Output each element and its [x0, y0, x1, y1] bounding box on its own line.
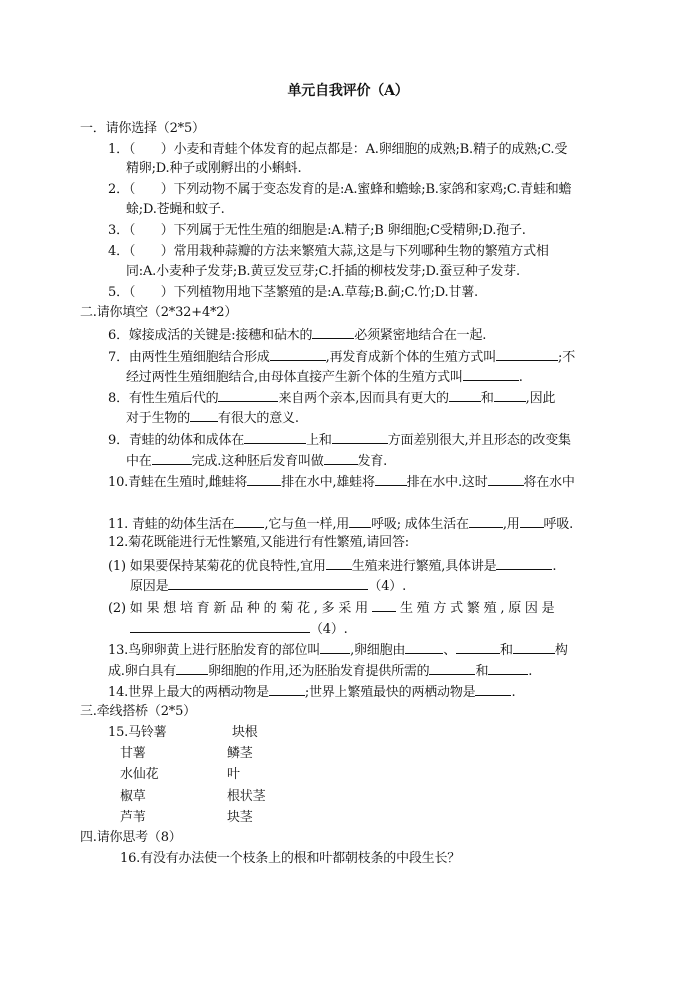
question-13-cont: 成.卵白具有 卵细胞的作用,还为胚胎发育提供所需的 和 . [108, 664, 533, 679]
question-10: 10.青蛙在生殖时,雌蛙将 排在水中,雄蛙将 排在水中.这时 将在水中 [108, 475, 575, 490]
question-5: 5．（ ）下列植物用地下茎繁殖的是:A.草莓;B.蓟;C.竹;D.甘薯. [108, 285, 478, 300]
question-13: 13.鸟卵卵黄上进行胚胎发育的部位叫 ,卵细胞由 、 和 构 [108, 643, 568, 658]
match-left-item[interactable]: 15.马铃薯 [108, 725, 167, 740]
answer-blank[interactable] [496, 557, 552, 570]
match-left-item[interactable]: 芦苇 [120, 810, 146, 825]
match-left-item[interactable]: 水仙花 [120, 767, 159, 782]
answer-blank[interactable] [520, 515, 544, 528]
answer-blank[interactable] [475, 683, 511, 696]
answer-blank[interactable] [320, 641, 350, 654]
answer-blank[interactable] [375, 473, 407, 486]
answer-blank[interactable] [168, 577, 368, 590]
answer-blank[interactable] [234, 515, 264, 528]
answer-blank[interactable] [269, 683, 305, 696]
page-title: 单元自我评价（A） [287, 83, 409, 99]
question-3: 3．（ ）下列属于无性生殖的细胞是:A.精子;B 卵细胞;C受精卵;D.孢子. [108, 223, 526, 238]
match-right-item[interactable]: 块根 [232, 725, 258, 740]
question-7: 7．由两性生殖细胞结合形成 ,再发育成新个体的生殖方式叫 ;不 [108, 350, 575, 365]
section-3-header: 三.牵线搭桥（2*5） [80, 704, 196, 719]
answer-blank[interactable] [488, 473, 524, 486]
answer-blank[interactable] [429, 662, 475, 675]
match-right-item[interactable]: 叶 [227, 767, 240, 782]
question-12: 12.菊花既能进行无性繁殖,又能进行有性繁殖,请回答: [108, 535, 409, 550]
question-8: 8．有性生殖后代的 来自两个亲本,因而具有更大的 和 ,因此 [108, 391, 556, 406]
answer-blank[interactable] [469, 515, 503, 528]
question-1: 1．（ ）小麦和青蛙个体发育的起点都是：A.卵细胞的成熟;B.精子的成熟;C.受 [108, 142, 568, 157]
question-12-part-2: (2) 如 果 想 培 育 新 品 种 的 菊 花 , 多 采 用 生 殖 方 式 繁 殖 , 原 因 是 [108, 601, 555, 616]
match-left-item[interactable]: 椒草 [120, 789, 146, 804]
question-8-cont: 对于生物的 有很大的意义. [126, 411, 299, 426]
answer-blank[interactable] [494, 389, 526, 402]
answer-blank[interactable] [312, 326, 354, 339]
answer-blank[interactable] [190, 409, 218, 422]
answer-blank[interactable] [324, 452, 358, 465]
question-7-cont: 经过两性生殖细胞结合,由母体直接产生新个体的生殖方式叫 . [126, 370, 523, 385]
question-12-part-2-cont: （4）. [130, 620, 348, 638]
answer-blank[interactable] [349, 515, 371, 528]
answer-blank[interactable] [270, 348, 326, 361]
answer-blank[interactable] [176, 662, 208, 675]
question-11: 11. 青蛙的幼体生活在 ,它与鱼一样,用 呼吸; 成体生活在 ,用 呼吸. [108, 517, 574, 532]
section-2-header: 二.请你填空（2*32+4*2） [80, 305, 238, 320]
question-14: 14.世界上最大的两栖动物是 ;世界上繁殖最快的两栖动物是 . [108, 685, 516, 700]
question-16: 16.有没有办法使一个枝条上的根和叶都朝枝条的中段生长？ [120, 851, 461, 866]
answer-blank[interactable] [449, 389, 481, 402]
answer-blank[interactable] [496, 348, 558, 361]
answer-blank[interactable] [513, 641, 555, 654]
match-right-item[interactable]: 块茎 [227, 810, 253, 825]
question-9: 9．青蛙的幼体和成体在 上和 方面差别很大,并且形态的改变集 [108, 433, 571, 448]
answer-blank[interactable] [244, 431, 306, 444]
question-12-part-1: (1) 如果要保持某菊花的优良特性,宜用 生殖来进行繁殖,具体讲是 . [108, 559, 557, 574]
answer-blank[interactable] [247, 473, 281, 486]
answer-blank[interactable] [326, 557, 352, 570]
answer-blank[interactable] [405, 641, 443, 654]
answer-blank[interactable] [463, 368, 519, 381]
question-1-cont: 精卵;D.种子或刚孵出的小蝌蚪. [126, 161, 302, 176]
question-9-cont: 中在 完成.这种胚后发育叫做 发育. [126, 454, 388, 469]
question-2-cont: 蜍;D.苍蝇和蚊子. [126, 202, 225, 217]
match-right-item[interactable]: 鳞茎 [227, 746, 253, 761]
answer-blank[interactable] [456, 641, 500, 654]
answer-blank[interactable] [372, 599, 396, 612]
answer-blank[interactable] [130, 620, 310, 633]
question-2: 2．（ ）下列动物不属于变态发育的是:A.蜜蜂和蟾蜍;B.家鸽和家鸡;C.青蛙和蟾 [108, 182, 572, 197]
section-1-header: 一．请你选择（2*5） [80, 121, 205, 136]
question-12-part-1-cont: 原因是 （4）. [130, 579, 407, 594]
answer-blank[interactable] [152, 452, 192, 465]
answer-blank[interactable] [332, 431, 388, 444]
question-4: 4．（ ）常用栽种蒜瓣的方法来繁殖大蒜,这是与下列哪种生物的繁殖方式相 [108, 244, 549, 259]
question-6: 6．嫁接成活的关键是:接穗和砧木的 必须紧密地结合在一起. [108, 328, 487, 343]
answer-blank[interactable] [218, 389, 278, 402]
answer-blank[interactable] [488, 662, 528, 675]
question-4-cont: 同:A.小麦种子发芽;B.黄豆发豆芽;C.扦插的柳枝发芽;D.蚕豆种子发芽. [126, 264, 520, 279]
match-right-item[interactable]: 根状茎 [227, 789, 266, 804]
section-4-header: 四.请你思考（8） [80, 830, 182, 845]
match-left-item[interactable]: 甘薯 [120, 746, 146, 761]
